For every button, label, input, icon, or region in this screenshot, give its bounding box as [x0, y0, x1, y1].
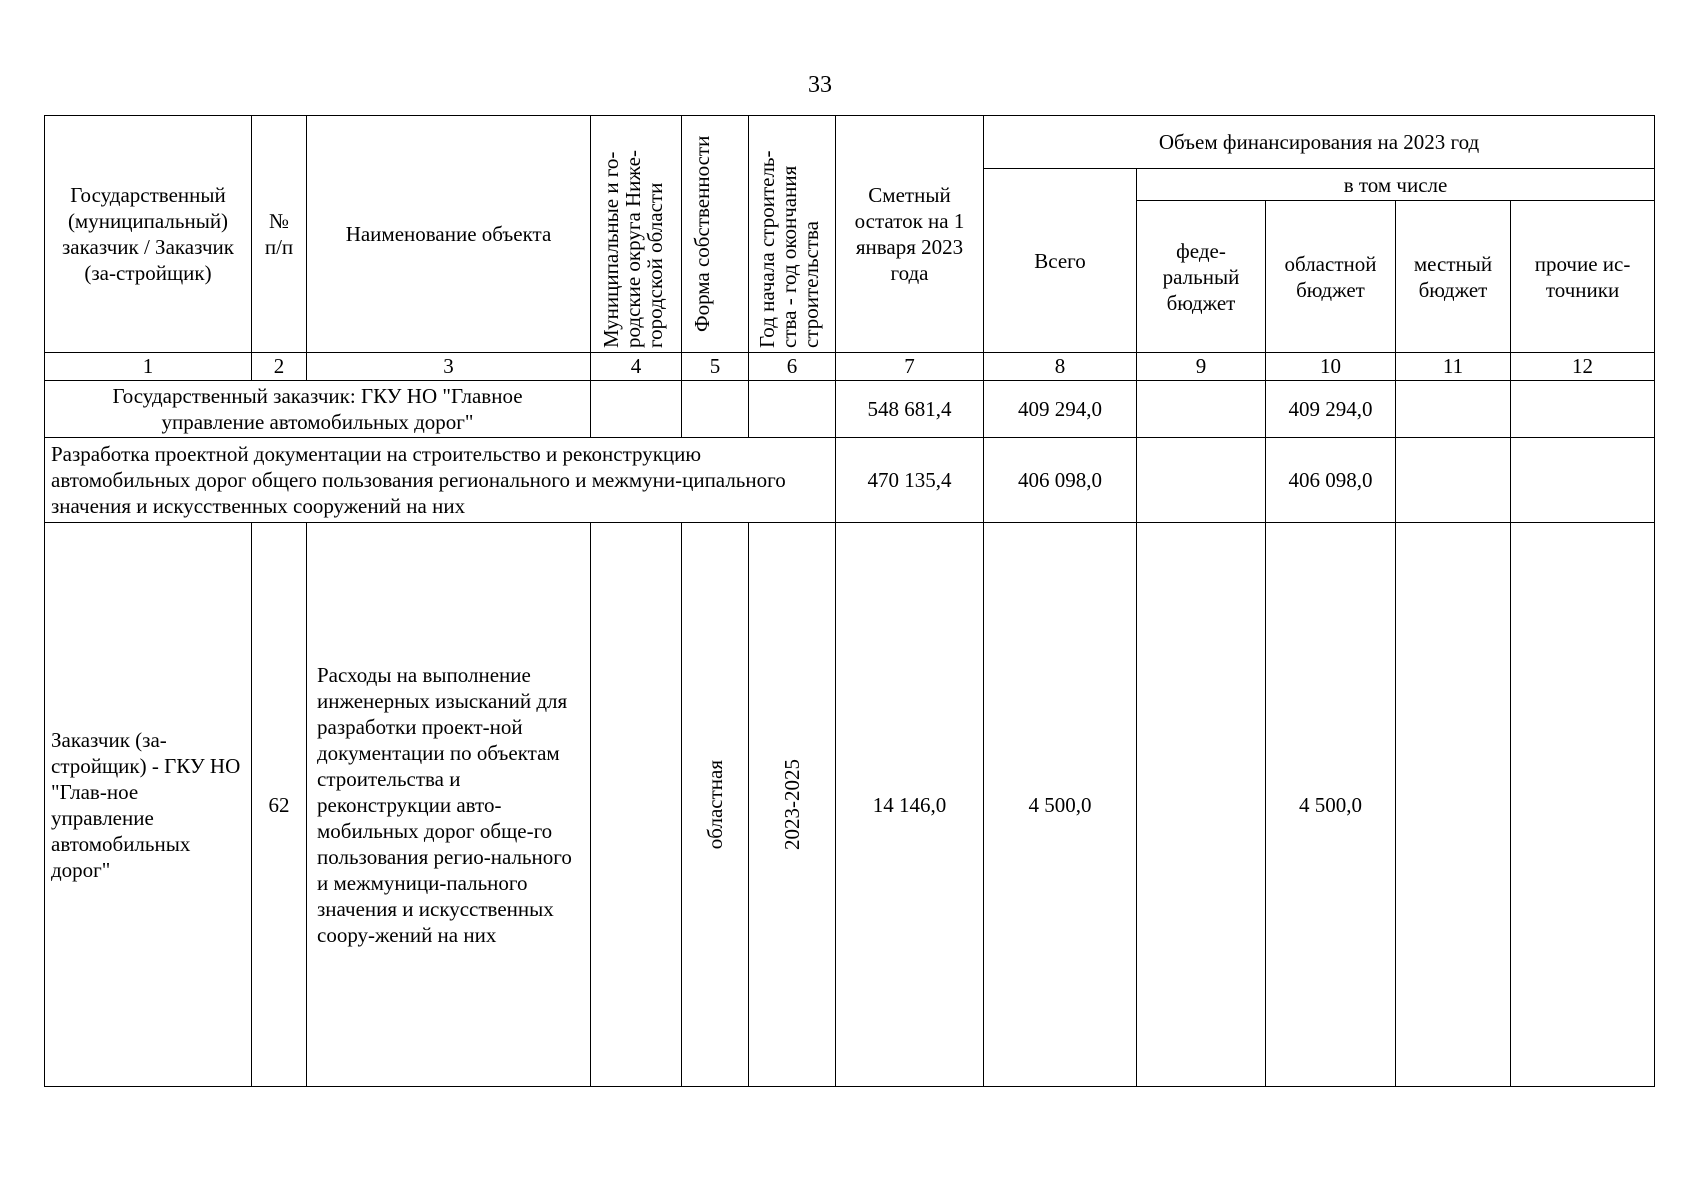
column-number-11: 11 — [1396, 353, 1511, 381]
item-local — [1396, 523, 1511, 1087]
header-local: местный бюджет — [1396, 201, 1511, 353]
column-number-10: 10 — [1266, 353, 1396, 381]
item-other — [1511, 523, 1655, 1087]
item-customer: Заказчик (за-стройщик) - ГКУ НО "Глав-ное управление автомобильных дорог" — [45, 523, 252, 1087]
item-row — [45, 523, 1655, 1087]
header-remainder: Сметный остаток на 1 января 2023 года — [836, 116, 984, 353]
item-index: 62 — [252, 523, 307, 1087]
header-index: № п/п — [252, 116, 307, 353]
column-number-6: 6 — [749, 353, 836, 381]
section-total: 406 098,0 — [984, 438, 1137, 523]
item-remainder: 14 146,0 — [836, 523, 984, 1087]
section-local — [1396, 438, 1511, 523]
item-federal — [1137, 523, 1266, 1087]
item-ownership — [682, 523, 749, 1087]
header-regional: областной бюджет — [1266, 201, 1396, 353]
item-total: 4 500,0 — [984, 523, 1137, 1087]
column-number-12: 12 — [1511, 353, 1655, 381]
state-customer-other — [1511, 381, 1655, 438]
column-number-8: 8 — [984, 353, 1137, 381]
page-number: 33 — [808, 72, 832, 98]
column-number-3: 3 — [307, 353, 591, 381]
item-municipality — [591, 523, 682, 1087]
state-customer-label: Государственный заказчик: ГКУ НО "Главное управление автомобильных дорог" — [45, 381, 591, 438]
column-number-7: 7 — [836, 353, 984, 381]
item-years — [749, 523, 836, 1087]
item-object-name: Расходы на выполнение инженерных изысканий для разработки проект-ной документации по объектам строительства и реконструкции авто-мобильных дорог обще-го пользования регио-нального и межмуници-пального значения и искусственных соору-жений на них — [307, 523, 591, 1087]
header-total: Всего — [984, 169, 1137, 353]
header-municipalities — [591, 116, 682, 353]
section-row — [45, 438, 1655, 523]
state-customer-row — [45, 381, 1655, 438]
header-municipalities-label: Муниципальные и го-родские округа Ниже-городской области — [599, 150, 667, 348]
header-object-name: Наименование объекта — [307, 116, 591, 353]
item-ownership-label: областная — [703, 759, 727, 850]
header-row-1 — [45, 116, 1655, 169]
state-customer-federal — [1137, 381, 1266, 438]
column-number-4: 4 — [591, 353, 682, 381]
header-including: в том числе — [1137, 169, 1655, 201]
section-remainder: 470 135,4 — [836, 438, 984, 523]
section-other — [1511, 438, 1655, 523]
state-customer-total: 409 294,0 — [984, 381, 1137, 438]
state-customer-regional: 409 294,0 — [1266, 381, 1396, 438]
state-customer-years — [749, 381, 836, 438]
state-customer-ownership — [682, 381, 749, 438]
column-number-9: 9 — [1137, 353, 1266, 381]
header-ownership-label: Форма собственности — [690, 135, 714, 333]
section-regional: 406 098,0 — [1266, 438, 1396, 523]
item-regional: 4 500,0 — [1266, 523, 1396, 1087]
header-funding-group: Объем финансирования на 2023 год — [984, 116, 1655, 169]
column-number-row — [45, 353, 1655, 381]
header-years — [749, 116, 836, 353]
financing-table — [44, 115, 1655, 1087]
header-ownership — [682, 116, 749, 353]
state-customer-local — [1396, 381, 1511, 438]
header-years-label: Год начала строитель-ства - год окончания строительства — [755, 150, 823, 348]
header-other: прочие ис-точники — [1511, 201, 1655, 353]
column-number-1: 1 — [45, 353, 252, 381]
section-federal — [1137, 438, 1266, 523]
state-customer-remainder: 548 681,4 — [836, 381, 984, 438]
column-number-2: 2 — [252, 353, 307, 381]
item-years-label: 2023-2025 — [780, 759, 804, 850]
header-federal: феде-ральный бюджет — [1137, 201, 1266, 353]
section-label: Разработка проектной документации на строительство и реконструкцию автомобильных дорог общего пользования регионального и межмуни-ципального значения и искусственных сооружений на них — [45, 438, 836, 523]
column-number-5: 5 — [682, 353, 749, 381]
state-customer-municipality — [591, 381, 682, 438]
header-customer: Государственный (муниципальный) заказчик / Заказчик (за-стройщик) — [45, 116, 252, 353]
